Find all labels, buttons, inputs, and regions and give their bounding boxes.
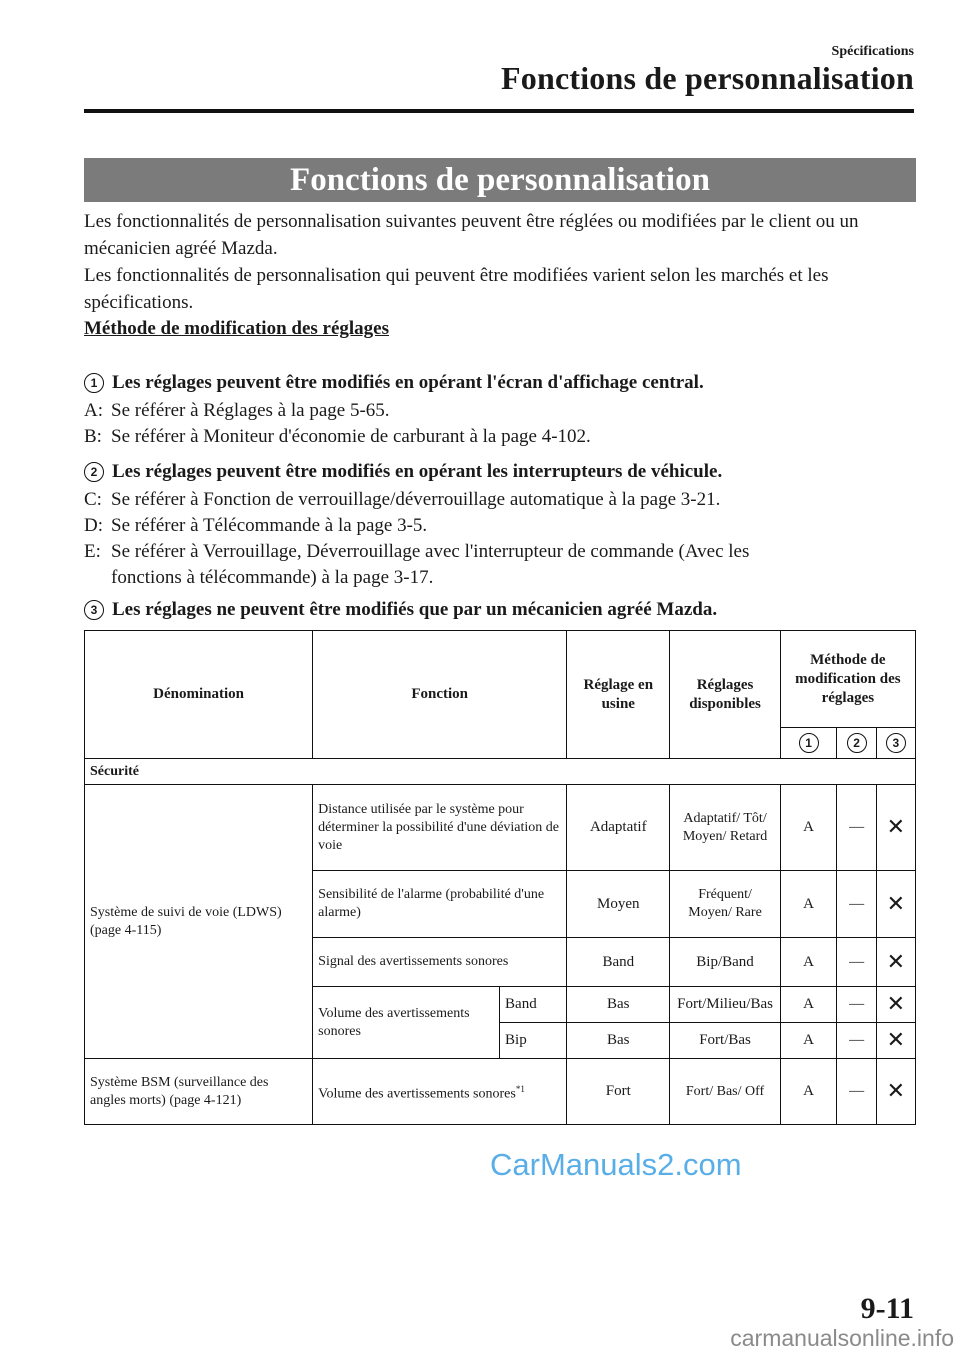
section-banner: Fonctions de personnalisation (84, 158, 916, 202)
header-factory: Réglage en usine (567, 631, 670, 759)
cross-icon: ✕ (876, 1059, 915, 1125)
step-title: Les réglages peuvent être modifiés en opérant les interrupteurs de véhicule. (112, 461, 723, 482)
header-method-3 (876, 728, 915, 759)
table-row: Système BSM (surveillance des angles morts) (page 4-121) Volume des avertissements sonores$^{*1}$ Fort Fort/ Bas/ Off A — ✕ (85, 1059, 916, 1125)
page-number: 9-11 (860, 1292, 914, 1325)
ref-line: D: Se référer à Télécommande à la page 3-5. (84, 515, 428, 536)
header-available: Réglages disponibles (670, 631, 780, 759)
cross-icon: ✕ (876, 871, 915, 938)
method-heading: Méthode de modification des réglages (84, 318, 390, 339)
section-row: Sécurité (85, 759, 916, 785)
step-heading-1 (84, 372, 704, 394)
table-row: Sensibilité de l'alarme (probabilité d'une alarme) Moyen Fréquent/ Moyen/ Rare A — ✕ (85, 871, 916, 938)
ref-line: C: Se référer à Fonction de verrouillage/déverrouillage automatique à la page 3-21. (84, 489, 721, 510)
ref-line: B: Se référer à Moniteur d'économie de carburant à la page 4-102. (84, 426, 591, 447)
ref-line: A: Se référer à Réglages à la page 5-65. (84, 400, 390, 421)
header-rule (84, 109, 914, 113)
table-row: Volume des avertissements sonores Band Bas Fort/Milieu/Bas A — ✕ (85, 987, 916, 1023)
step-heading-2 (84, 461, 722, 483)
circled-number-2-icon: 2 (847, 733, 867, 753)
step-heading-3 (84, 599, 717, 621)
ref-line: E: Se référer à Verrouillage, Déverrouillage avec l'interrupteur de commande (Avec les (84, 541, 750, 562)
section-label: Spécifications (831, 44, 914, 59)
step-title: Les réglages ne peuvent être modifiés que par un mécanicien agréé Mazda. (112, 599, 718, 620)
table-row: Système de suivi de voie (LDWS) (page 4-115) Distance utilisée par le système pour déterminer la possibilité d'une déviation de voie Adaptatif Adaptatif/ Tôt/ Moyen/ Retard A — ✕ (85, 785, 916, 871)
volume-group: Volume des avertissements sonores (313, 987, 500, 1059)
header-function: Fonction (313, 631, 567, 759)
circled-number-3-icon: 3 (84, 600, 104, 620)
customization-table (84, 630, 916, 1125)
cross-icon: ✕ (876, 1023, 915, 1059)
intro-paragraph: Les fonctionnalités de personnalisation qui peuvent être modifiées varient selon les marchés et les spécifications. (84, 265, 829, 313)
cross-icon: ✕ (876, 785, 915, 871)
cross-icon: ✕ (876, 987, 915, 1023)
ref-line-continued: fonctions à télécommande) à la page 3-17. (111, 567, 434, 588)
circled-number-1-icon: 1 (84, 373, 104, 393)
header-method-1 (780, 728, 837, 759)
cross-icon: ✕ (876, 938, 915, 987)
header-method: Méthode de modification des réglages (780, 631, 915, 728)
table-row: Signal des avertissements sonores Band Bip/Band A — ✕ (85, 938, 916, 987)
circled-number-1-icon: 1 (799, 733, 819, 753)
ldws-name: Système de suivi de voie (LDWS) (page 4-115) (85, 785, 313, 1059)
header-method-2 (837, 728, 876, 759)
circled-number-3-icon: 3 (886, 733, 906, 753)
intro-paragraph: Les fonctionnalités de personnalisation suivantes peuvent être réglées ou modifiées par le client ou un mécanicien agréé Mazda. (84, 211, 859, 259)
step-title: Les réglages peuvent être modifiés en opérant l'écran d'affichage central. (112, 372, 704, 393)
watermark-footer: carmanualsonline.info (730, 1325, 954, 1351)
page-title: Fonctions de personnalisation (501, 60, 914, 96)
header-name: Dénomination (85, 631, 313, 759)
watermark: CarManuals2.com (490, 1147, 742, 1182)
bsm-name: Système BSM (surveillance des angles morts) (page 4-121) (85, 1059, 313, 1125)
intro-text (84, 208, 924, 316)
table-row: Bip Bas Fort/Bas A — ✕ (85, 1023, 916, 1059)
circled-number-2-icon: 2 (84, 462, 104, 482)
